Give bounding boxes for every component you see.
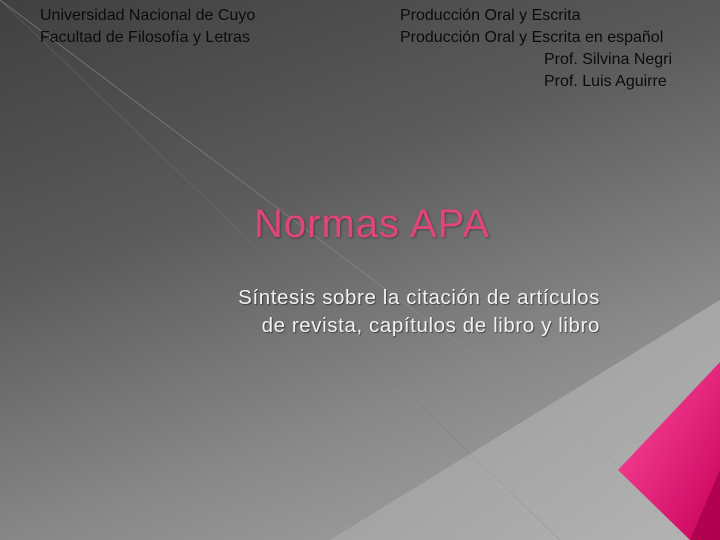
slide-title: Normas APA: [254, 202, 490, 246]
faculty-name: Facultad de Filosofía y Letras: [40, 29, 250, 46]
professor-name: Prof. Luis Aguirre: [544, 73, 667, 90]
course-name: Producción Oral y Escrita: [400, 7, 581, 24]
course-name-full: Producción Oral y Escrita en español: [400, 29, 664, 46]
slide-subtitle: [120, 284, 600, 340]
subtitle-line: de revista, capítulos de libro y libro: [261, 314, 600, 337]
course-info: [400, 5, 672, 93]
professor-name: Prof. Silvina Negri: [544, 51, 673, 68]
university-name: Universidad Nacional de Cuyo: [40, 7, 256, 24]
university-info: [40, 5, 255, 49]
subtitle-line: Síntesis sobre la citación de artículos: [238, 286, 600, 309]
